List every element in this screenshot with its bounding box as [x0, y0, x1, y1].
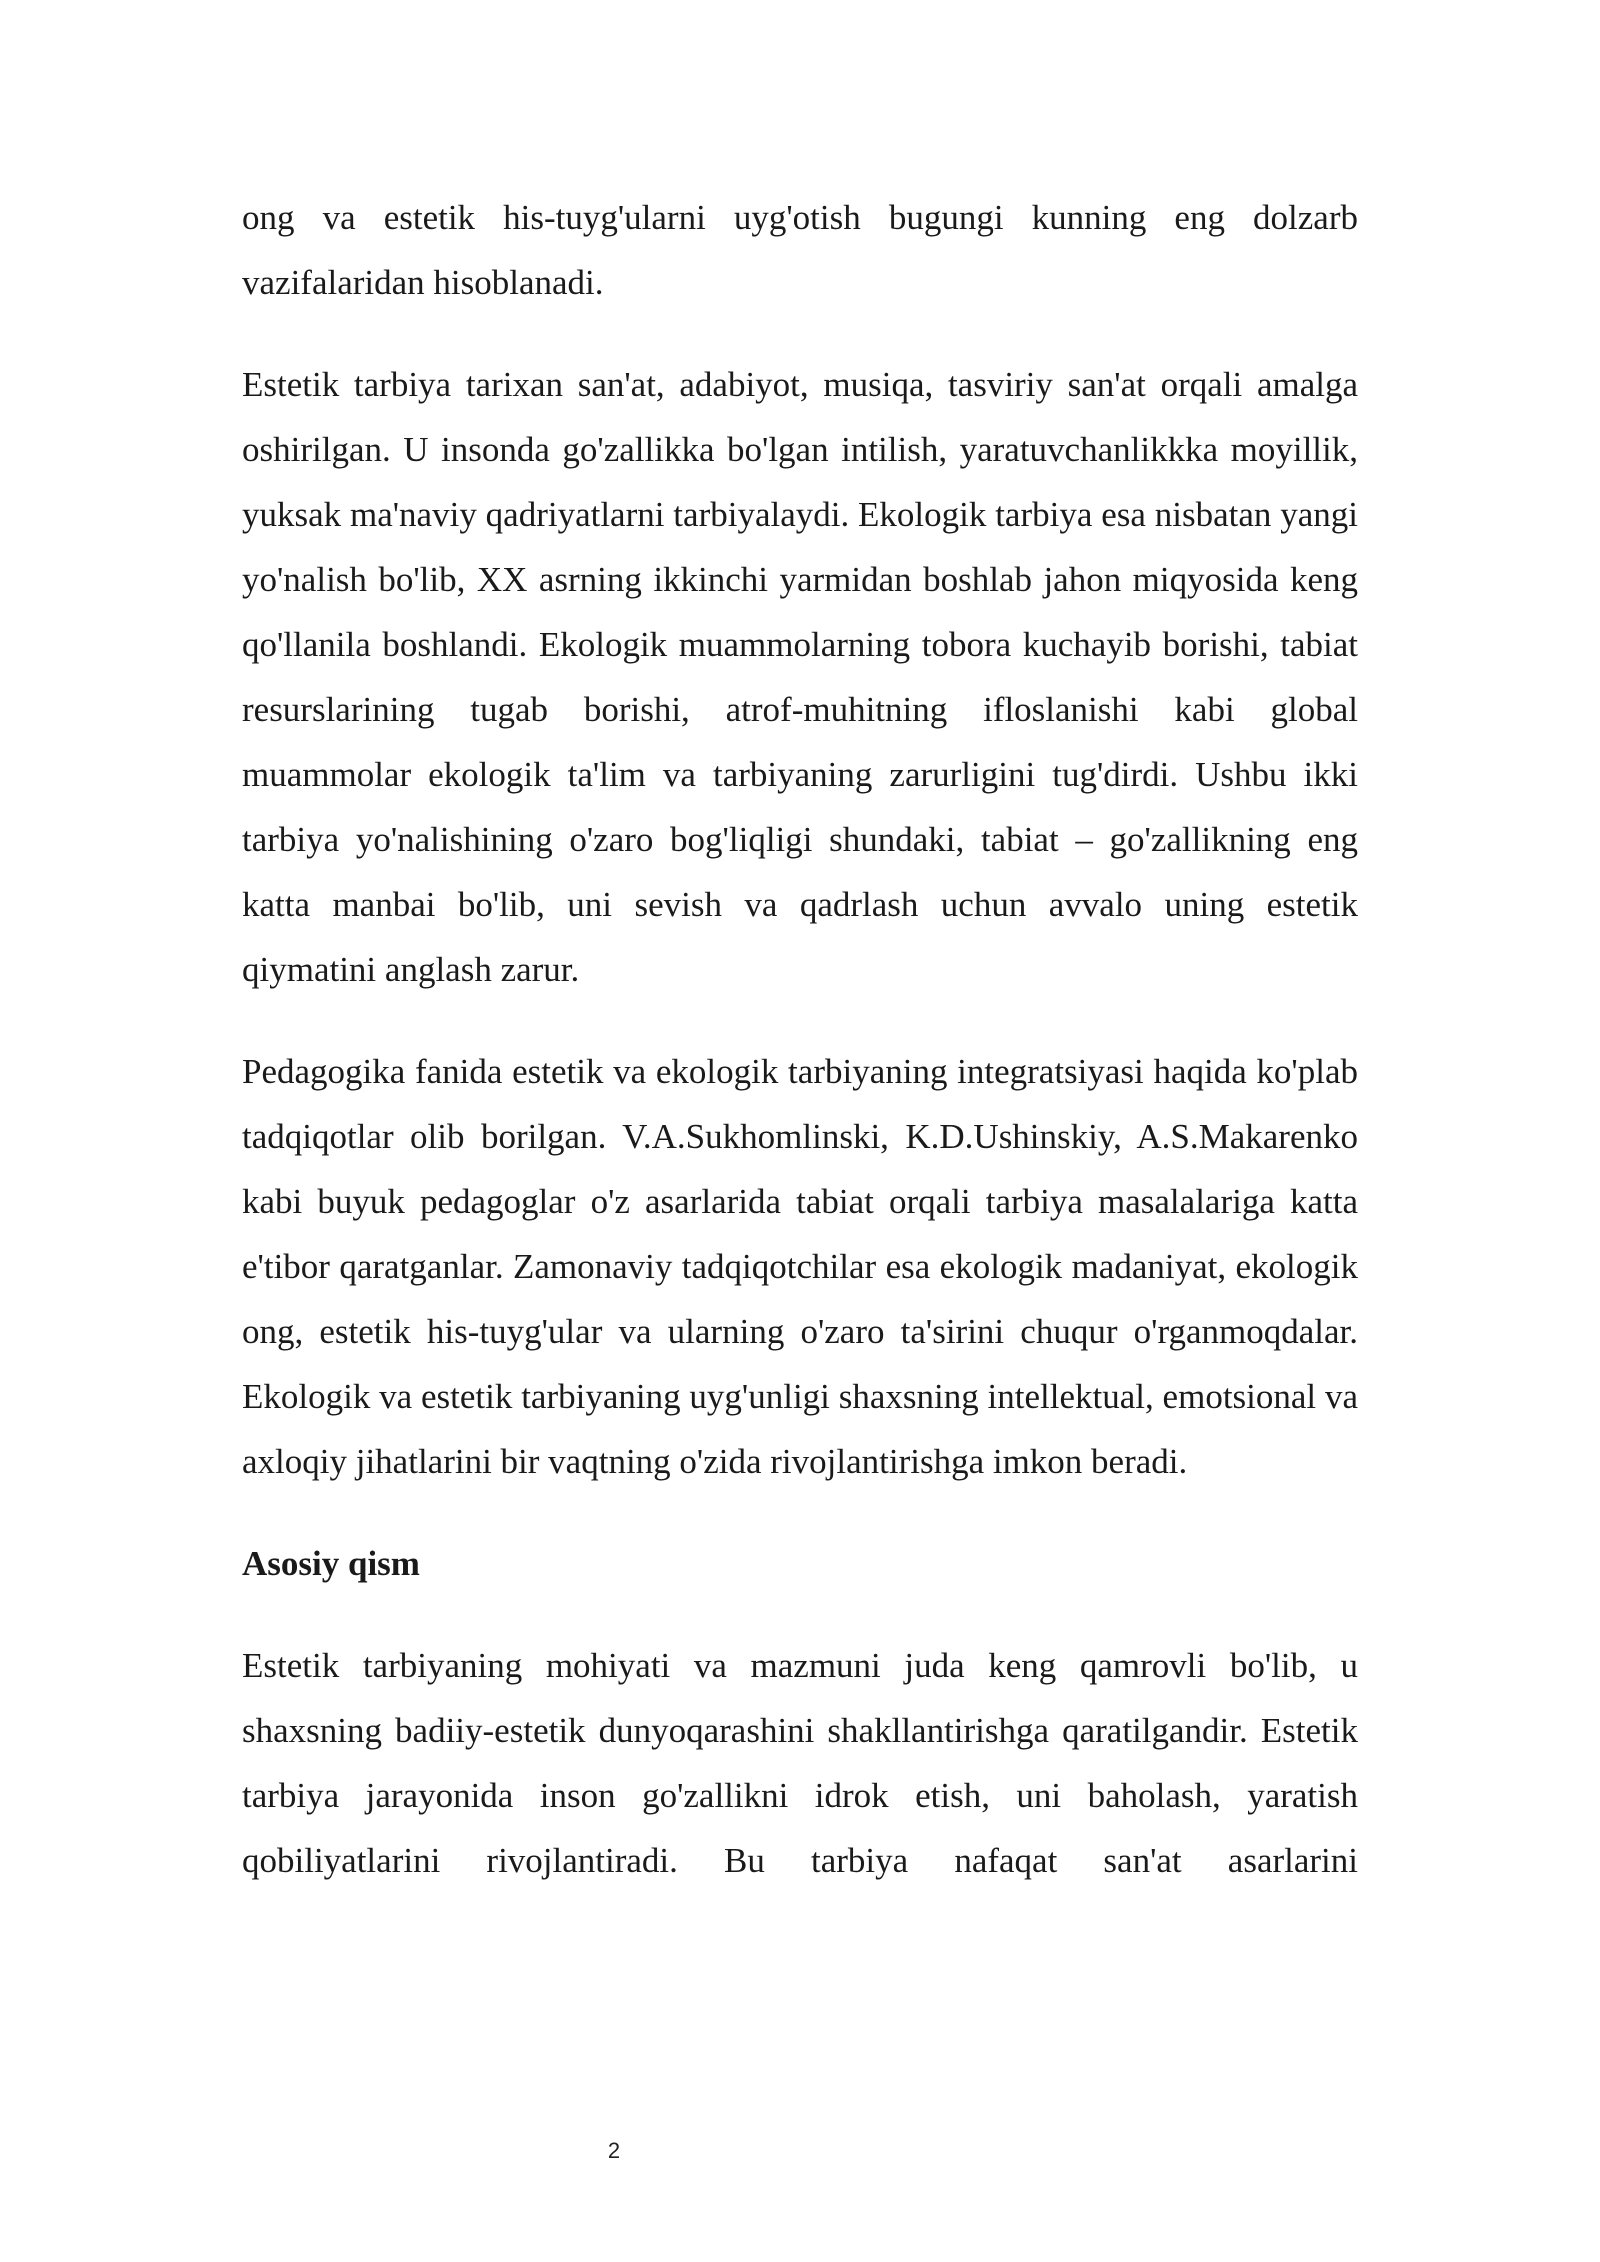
paragraph-intro-continuation: ong va estetik his-tuyg'ularni uyg'otish bugungi kunning eng dolzarb vazifalaridan hisoblanadi.	[242, 198, 1358, 302]
document-body	[242, 185, 1358, 1930]
paragraph-pedagogy-research: Pedagogika fanida estetik va ekologik tarbiyaning integratsiyasi haqida ko'plab tadqiqotlar olib borilgan. V.A.Sukhomlinski, K.D.Ushinskiy, A.S.Makarenko kabi buyuk pedagoglar o'z asarlarida tabiat orqali tarbiya masalalariga katta e'tibor qaratganlar. Zamonaviy tadqiqotchilar esa ekologik madaniyat, ekologik ong, estetik his-tuyg'ular va ularning o'zaro ta'sirini chuqur o'rganmoqdalar. Ekologik va estetik tarbiyaning uyg'unligi shaxsning intellektual, emotsional va axloqiy jihatlarini bir vaqtning o'zida rivojlantirishga imkon beradi.	[242, 1052, 1358, 1481]
paragraph-historical-context: Estetik tarbiya tarixan san'at, adabiyot, musiqa, tasviriy san'at orqali amalga oshirilgan. U insonda go'zallikka bo'lgan intilish, yaratuvchanlikkka moyillik, yuksak ma'naviy qadriyatlarni tarbiyalaydi. Ekologik tarbiya esa nisbatan yangi yo'nalish bo'lib, XX asrning ikkinchi yarmidan boshlab jahon miqyosida keng qo'llanila boshlandi. Ekologik muammolarning tobora kuchayib borishi, tabiat resurslarining tugab borishi, atrof-muhitning ifloslanishi kabi global muammolar ekologik ta'lim va tarbiyaning zarurligini tug'dirdi. Ushbu ikki tarbiya yo'nalishining o'zaro bog'liqligi shundaki, tabiat – go'zallikning eng katta manbai bo'lib, uni sevish va qadrlash uchun avvalo uning estetik qiymatini anglash zarur.	[242, 365, 1358, 989]
paragraph-main-section: Estetik tarbiyaning mohiyati va mazmuni juda keng qamrovli bo'lib, u shaxsning badiiy-estetik dunyoqarashini shakllantirishga qaratilgandir. Estetik tarbiya jarayonida inson go'zallikni idrok etish, uni baholash, yaratish qobiliyatlarini rivojlantiradi. Bu tarbiya nafaqat san'at asarlarini	[242, 1646, 1358, 1880]
page-number: 2	[607, 2138, 621, 2163]
section-heading: Asosiy qism	[242, 1544, 420, 1583]
